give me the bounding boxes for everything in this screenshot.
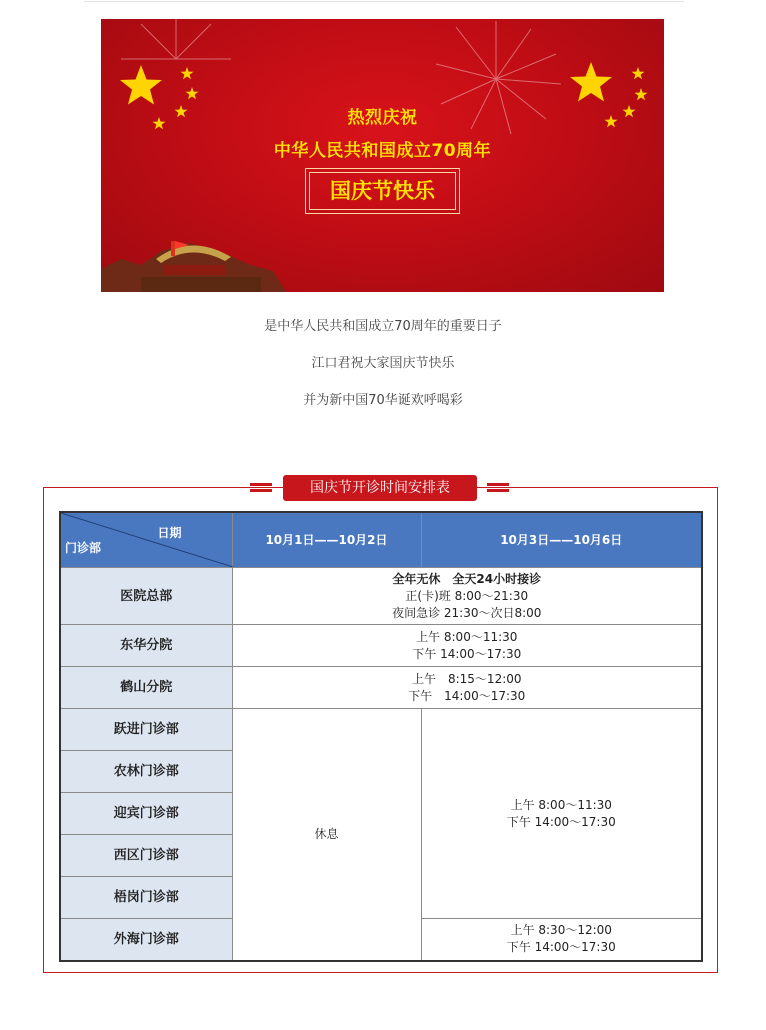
hours-line: 全年无休 全天24小时接诊: [392, 571, 542, 586]
hours-cell: [232, 568, 702, 625]
hours-line: 上午 8:15～12:00: [411, 671, 522, 686]
hours-line: 夜间急诊 21:30～次日8:00: [392, 605, 542, 620]
tiananmen-icon: [101, 241, 286, 292]
hours-line: 下午 14:00～17:30: [412, 646, 522, 661]
schedule-title: 国庆节开诊时间安排表: [283, 475, 477, 501]
intro-line: 是中华人民共和国成立70周年的重要日子: [264, 319, 502, 334]
intro-line: 并为新中国70华诞欢呼喝彩: [303, 393, 463, 408]
banner-greeting-box: [305, 168, 460, 214]
dept-name: 梧岗门诊部: [60, 877, 232, 919]
star-icon: [570, 62, 612, 102]
top-divider: [84, 1, 684, 2]
dept-name: 西区门诊部: [60, 835, 232, 877]
table-header-row: [60, 512, 702, 568]
dept-name: 迎宾门诊部: [60, 793, 232, 835]
national-day-banner: [101, 19, 664, 292]
rest-cell: 休息: [232, 709, 421, 961]
banner-title-line1: 热烈庆祝: [347, 108, 418, 128]
corner-date-label: 日期: [157, 526, 182, 540]
hours-line: 下午 14:00～17:30: [506, 814, 616, 829]
table-row: [60, 625, 702, 667]
dept-name: 东华分院: [60, 625, 232, 667]
dept-name: 农林门诊部: [60, 751, 232, 793]
hours-line: 下午 14:00～17:30: [506, 940, 616, 955]
header-bars-left: [250, 483, 272, 495]
hours-cell: [232, 667, 702, 709]
hours-line: 上午 8:00～11:30: [510, 797, 612, 812]
dept-name: 医院总部: [60, 568, 232, 625]
column-header: 10月3日——10月6日: [421, 512, 702, 568]
hours-line: 正(卡)班 8:00～21:30: [405, 588, 529, 603]
schedule-header: [250, 475, 510, 501]
corner-cell: [60, 512, 232, 568]
dept-name: 跃进门诊部: [60, 709, 232, 751]
table-row: [60, 568, 702, 625]
schedule-table: [59, 511, 703, 962]
hours-cell: [421, 709, 702, 919]
hours-line: 上午 8:30～12:00: [510, 923, 612, 938]
table-row: [60, 709, 702, 751]
hours-line: 下午 14:00～17:30: [408, 688, 526, 703]
intro-line: 江口君祝大家国庆节快乐: [311, 356, 455, 371]
hours-line: 上午 8:00～11:30: [416, 629, 518, 644]
banner-title-line2: 中华人民共和国成立70周年: [273, 141, 492, 161]
dept-name: 外海门诊部: [60, 919, 232, 961]
hours-cell: [232, 625, 702, 667]
column-header: 10月1日——10月2日: [232, 512, 421, 568]
banner-greeting: 国庆节快乐: [309, 172, 456, 210]
corner-dept-label: 门诊部: [65, 541, 102, 555]
header-bars-right: [487, 483, 509, 495]
dept-name: 鹤山分院: [60, 667, 232, 709]
hours-cell: [421, 919, 702, 961]
star-icon: [120, 65, 162, 105]
table-row: [60, 667, 702, 709]
